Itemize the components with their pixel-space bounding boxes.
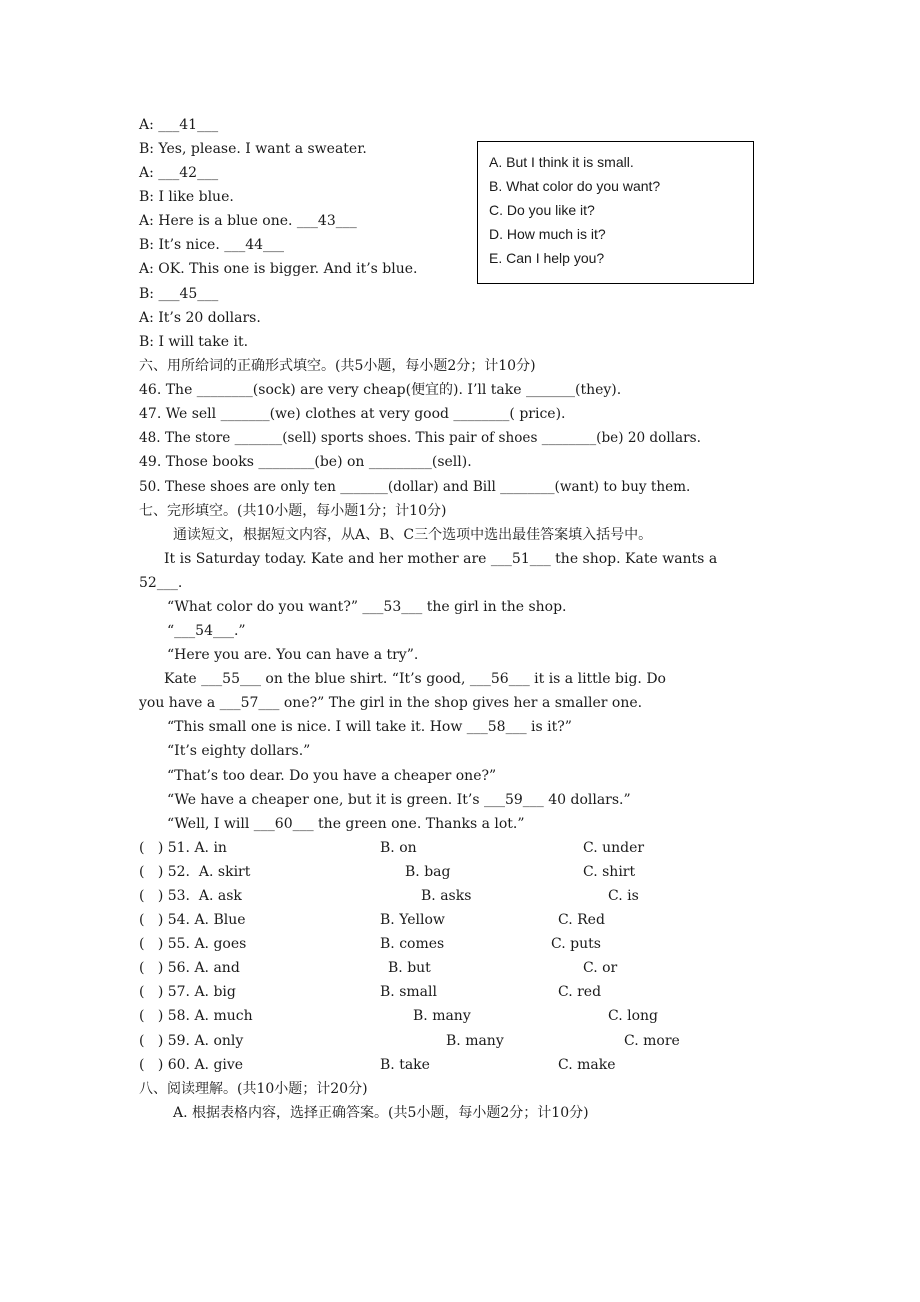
section8-sub-a: A. 根据表格内容，选择正确答案。(共5小题，每小题2分；计10分): [173, 1105, 589, 1121]
section6-item: 48. The store _______(sell) sports shoes. This pair of shoes ________(be) 20 dollars.: [139, 430, 701, 446]
passage-line: “Here you are. You can have a try”.: [167, 647, 419, 663]
option-a: A. But I think it is small.: [489, 154, 634, 170]
section7-heading: 七、完形填空。(共10小题，每小题1分；计10分): [139, 503, 447, 519]
question-58: ( ) 58. A. much: [139, 1008, 253, 1024]
passage-line: “Well, I will ___60___ the green one. Thanks a lot.”: [167, 816, 525, 832]
question-54-b: B. Yellow: [380, 912, 445, 928]
question-55-b: B. comes: [380, 936, 445, 952]
question-56-c: C. or: [583, 960, 618, 976]
option-d: D. How much is it?: [489, 226, 606, 242]
dialogue-line: A: OK. This one is bigger. And it’s blue.: [139, 261, 418, 277]
passage-line: you have a ___57___ one?” The girl in the shop gives her a smaller one.: [139, 695, 643, 711]
question-57-c: C. red: [558, 984, 602, 1000]
question-59-b: B. many: [446, 1033, 504, 1049]
question-53-c: C. is: [608, 888, 639, 904]
question-53: ( ) 53. A. ask: [139, 888, 242, 904]
question-55: ( ) 55. A. goes: [139, 936, 247, 952]
question-58-b: B. many: [413, 1008, 471, 1024]
question-56-b: B. but: [388, 960, 431, 976]
question-57-b: B. small: [380, 984, 437, 1000]
question-55-c: C. puts: [551, 936, 601, 952]
section6-item: 50. These shoes are only ten _______(dollar) and Bill ________(want) to buy them.: [139, 479, 691, 495]
passage-line: “What color do you want?” ___53___ the girl in the shop.: [167, 599, 567, 615]
question-51-b: B. on: [380, 840, 417, 856]
section8-heading: 八、阅读理解。(共10小题；计20分): [139, 1081, 368, 1097]
dialogue-line: A: ___41___: [139, 117, 219, 133]
question-51: ( ) 51. A. in: [139, 840, 227, 856]
passage-line: It is Saturday today. Kate and her mother are ___51___ the shop. Kate wants a: [164, 551, 718, 567]
section6-item: 49. Those books ________(be) on _________(sell).: [139, 454, 472, 470]
dialogue-line: B: Yes, please. I want a sweater.: [139, 141, 367, 157]
section6-item: 47. We sell _______(we) clothes at very good ________( price).: [139, 406, 566, 422]
dialogue-line: A: ___42___: [139, 165, 219, 181]
question-57: ( ) 57. A. big: [139, 984, 236, 1000]
section6-heading: 六、用所给词的正确形式填空。(共5小题，每小题2分；计10分): [139, 358, 536, 374]
section7-instruction: 通读短文，根据短文内容，从A、B、C三个选项中选出最佳答案填入括号中。: [173, 527, 653, 543]
passage-line: 52___.: [139, 575, 183, 591]
passage-line: “___54___.”: [167, 623, 246, 639]
question-51-c: C. under: [583, 840, 645, 856]
question-52-c: C. shirt: [583, 864, 636, 880]
passage-line: “This small one is nice. I will take it. How ___58___ is it?”: [167, 719, 572, 735]
dialogue-line: B: I will take it.: [139, 334, 249, 350]
question-56: ( ) 56. A. and: [139, 960, 240, 976]
question-52: ( ) 52. A. skirt: [139, 864, 251, 880]
option-c: C. Do you like it?: [489, 202, 595, 218]
question-52-b: B. bag: [405, 864, 451, 880]
question-59: ( ) 59. A. only: [139, 1033, 244, 1049]
passage-line: “That’s too dear. Do you have a cheaper one?”: [167, 768, 497, 784]
dialogue-line: B: ___45___: [139, 286, 219, 302]
question-60-c: C. make: [558, 1057, 616, 1073]
option-box: [477, 141, 754, 284]
question-58-c: C. long: [608, 1008, 658, 1024]
section6-item: 46. The ________(sock) are very cheap(便宜的). I’ll take _______(they).: [139, 382, 622, 398]
question-60: ( ) 60. A. give: [139, 1057, 244, 1073]
passage-line: “It’s eighty dollars.”: [167, 743, 311, 759]
question-60-b: B. take: [380, 1057, 430, 1073]
dialogue-line: B: It’s nice. ___44___: [139, 237, 285, 253]
dialogue-line: A: Here is a blue one. ___43___: [139, 213, 357, 229]
passage-line: Kate ___55___ on the blue shirt. “It’s good, ___56___ it is a little big. Do: [164, 671, 666, 687]
question-53-b: B. asks: [421, 888, 472, 904]
dialogue-line: A: It’s 20 dollars.: [139, 310, 261, 326]
option-b: B. What color do you want?: [489, 178, 661, 194]
dialogue-line: B: I like blue.: [139, 189, 234, 205]
question-54-c: C. Red: [558, 912, 605, 928]
passage-line: “We have a cheaper one, but it is green. It’s ___59___ 40 dollars.”: [167, 792, 631, 808]
option-e: E. Can I help you?: [489, 250, 605, 266]
question-59-c: C. more: [624, 1033, 680, 1049]
question-54: ( ) 54. A. Blue: [139, 912, 246, 928]
